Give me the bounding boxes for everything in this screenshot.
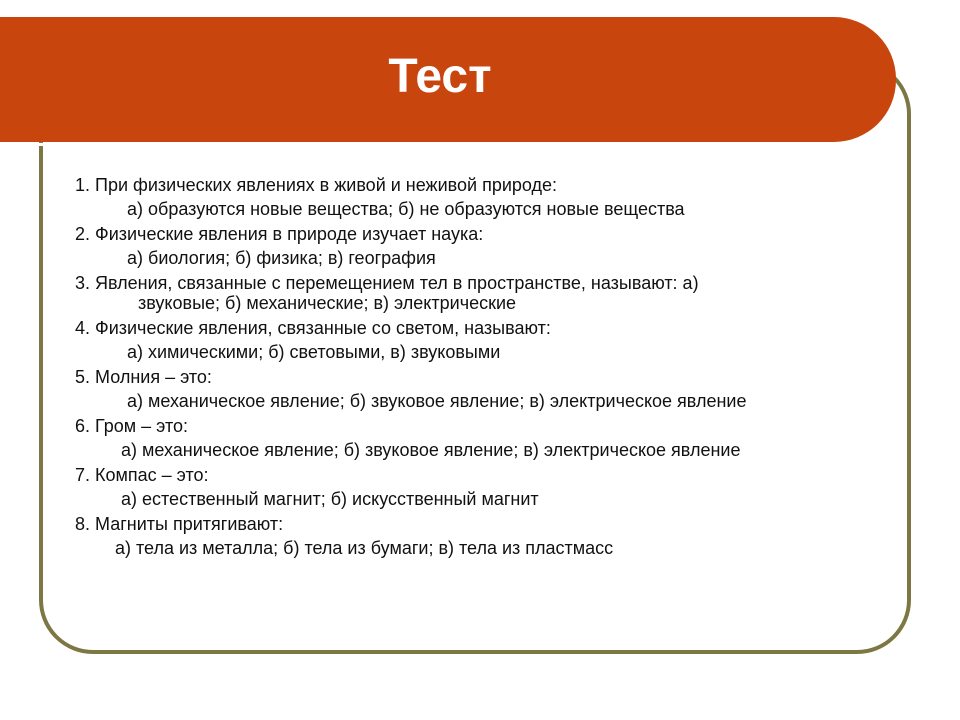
answer-1: а) образуются новые вещества; б) не образуются новые вещества [127, 199, 685, 219]
answer-3: звуковые; б) механические; в) электрические [138, 293, 517, 313]
question-8: 8. Магниты притягивают: [75, 514, 284, 534]
question-7: 7. Компас – это: [75, 465, 209, 485]
answer-2: а) биология; б) физика; в) география [127, 248, 436, 268]
answer-4: а) химическими; б) световыми, в) звуковыми [127, 342, 501, 362]
question-2: 2. Физические явления в природе изучает наука: [75, 224, 484, 244]
answer-6: а) механическое явление; б) звуковое явление; в) электрическое явление [121, 440, 741, 460]
question-5: 5. Молния – это: [75, 367, 212, 387]
test-question-list [75, 173, 895, 561]
question-3: 3. Явления, связанные с перемещением тел в пространстве, называют: а) [75, 273, 699, 293]
answer-8: а) тела из металла; б) тела из бумаги; в) тела из пластмасс [115, 538, 614, 558]
slide-title: Тест [388, 50, 492, 103]
banner-divider-line [0, 143, 850, 146]
question-1: 1. При физических явлениях в живой и неживой природе: [75, 175, 558, 195]
answer-5: а) механическое явление; б) звуковое явление; в) электрическое явление [127, 391, 747, 411]
question-4: 4. Физические явления, связанные со светом, называют: [75, 318, 551, 338]
question-6: 6. Гром – это: [75, 416, 189, 436]
answer-7: а) естественный магнит; б) искусственный магнит [121, 489, 539, 509]
